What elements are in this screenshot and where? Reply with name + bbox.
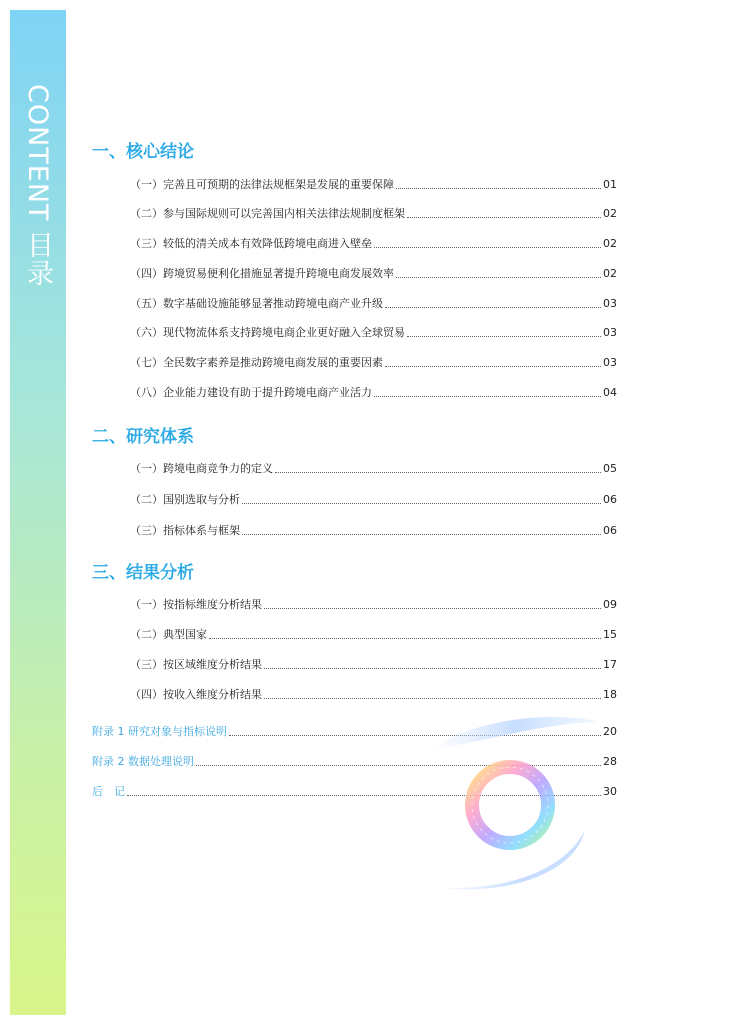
- toc-entry-page: 09: [603, 598, 617, 611]
- dot-leader: [242, 502, 601, 504]
- toc-entry[interactable]: [130, 654, 617, 672]
- dot-leader: [275, 471, 601, 473]
- toc-entry[interactable]: [130, 684, 617, 702]
- appendix-entry-label: 附录 1 研究对象与指标说明: [92, 725, 227, 738]
- toc-entry-label: （二）典型国家: [130, 628, 207, 641]
- toc-entry[interactable]: [130, 489, 617, 507]
- toc-entry[interactable]: [130, 233, 617, 251]
- dot-leader: [396, 187, 601, 189]
- toc-entry-page: 02: [603, 237, 617, 250]
- appendix-entry-page: 20: [603, 725, 617, 738]
- dot-leader: [242, 533, 601, 535]
- toc-entry-page: 15: [603, 628, 617, 641]
- section-title-conclusions: 一、核心结论: [92, 142, 194, 162]
- toc-entry-label: （四）跨境贸易便利化措施显著提升跨境电商发展效率: [130, 267, 394, 280]
- appendix-entry-page: 28: [603, 755, 617, 768]
- decorative-ring-graphic: [410, 710, 610, 900]
- toc-entry-label: （一）跨境电商竞争力的定义: [130, 462, 273, 475]
- toc-entry[interactable]: [130, 293, 617, 311]
- toc-entry-label: （一）按指标维度分析结果: [130, 598, 262, 611]
- toc-entry-label: （二）国别选取与分析: [130, 493, 240, 506]
- toc-entry-page: 02: [603, 207, 617, 220]
- toc-entry[interactable]: [130, 174, 617, 192]
- dot-leader: [264, 667, 601, 669]
- dot-leader: [264, 697, 601, 699]
- toc-entry[interactable]: [130, 263, 617, 281]
- toc-entry[interactable]: [130, 322, 617, 340]
- toc-entry-page: 06: [603, 493, 617, 506]
- toc-entry-label: （四）按收入维度分析结果: [130, 688, 262, 701]
- toc-entry[interactable]: [130, 352, 617, 370]
- dot-leader: [407, 335, 601, 337]
- appendix-entry-label: 附录 2 数据处理说明: [92, 755, 194, 768]
- toc-entry-label: （一）完善且可预期的法律法规框架是发展的重要保障: [130, 178, 394, 191]
- toc-entry-page: 02: [603, 267, 617, 280]
- toc-entry-label: （五）数字基础设施能够显著推动跨境电商产业升级: [130, 297, 383, 310]
- dot-leader: [374, 246, 601, 248]
- toc-entry-page: 01: [603, 178, 617, 191]
- toc-entry[interactable]: [130, 594, 617, 612]
- appendix-entry-page: 30: [603, 785, 617, 798]
- dot-leader: [407, 216, 601, 218]
- toc-entry[interactable]: [130, 624, 617, 642]
- sidebar-title: CONTENT 目录: [22, 84, 53, 288]
- toc-entry-page: 06: [603, 524, 617, 537]
- toc-entry-label: （三）按区域维度分析结果: [130, 658, 262, 671]
- toc-entry[interactable]: [130, 458, 617, 476]
- dot-leader: [264, 607, 601, 609]
- dot-leader: [385, 306, 601, 308]
- toc-entry-page: 03: [603, 326, 617, 339]
- dot-leader: [209, 637, 601, 639]
- dot-leader: [374, 395, 601, 397]
- toc-entry-label: （八）企业能力建设有助于提升跨境电商产业活力: [130, 386, 372, 399]
- appendix-entry-label: 后 记: [92, 785, 125, 798]
- toc-entry[interactable]: [130, 203, 617, 221]
- toc-entry-label: （三）较低的清关成本有效降低跨境电商进入壁垒: [130, 237, 372, 250]
- toc-entry[interactable]: [130, 382, 617, 400]
- toc-entry-label: （三）指标体系与框架: [130, 524, 240, 537]
- swoosh-top: [430, 717, 600, 750]
- toc-entry-page: 17: [603, 658, 617, 671]
- toc-entry-label: （六）现代物流体系支持跨境电商企业更好融入全球贸易: [130, 326, 405, 339]
- dot-leader: [396, 276, 601, 278]
- toc-entry-page: 03: [603, 297, 617, 310]
- section-title-results: 三、结果分析: [92, 563, 194, 583]
- toc-entry-label: （七）全民数字素养是推动跨境电商发展的重要因素: [130, 356, 383, 369]
- dot-leader: [385, 365, 601, 367]
- toc-entry-page: 04: [603, 386, 617, 399]
- toc-entry-page: 05: [603, 462, 617, 475]
- toc-entry-page: 03: [603, 356, 617, 369]
- toc-entry[interactable]: [130, 520, 617, 538]
- section-title-research: 二、研究体系: [92, 427, 194, 447]
- toc-entry-label: （二）参与国际规则可以完善国内相关法律法规制度框架: [130, 207, 405, 220]
- toc-entry-page: 18: [603, 688, 617, 701]
